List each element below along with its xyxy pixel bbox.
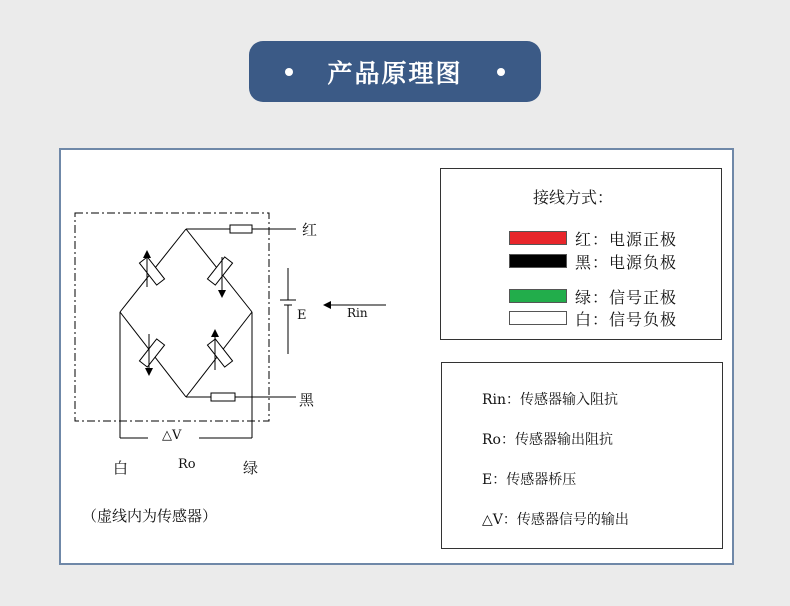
label-green: 绿 bbox=[243, 459, 259, 477]
battery-symbol bbox=[280, 268, 296, 354]
definition-item: Rin：传感器输入阻抗 bbox=[482, 392, 619, 408]
sensor-boundary bbox=[75, 213, 269, 421]
wheatstone-bridge bbox=[120, 229, 252, 397]
definition-item: E：传感器桥压 bbox=[482, 472, 577, 488]
legend-label: 白：信号负极 bbox=[575, 309, 678, 329]
wiring-legend bbox=[440, 168, 722, 340]
color-swatch-black bbox=[509, 254, 567, 268]
gauge-lower-left bbox=[139, 339, 164, 367]
label-red: 红 bbox=[302, 221, 318, 239]
label-e: E bbox=[297, 308, 307, 323]
legend-item bbox=[509, 307, 677, 329]
color-swatch-red bbox=[509, 231, 567, 245]
definition-item: Ro：传感器输出阻抗 bbox=[482, 432, 613, 448]
red-lead bbox=[186, 225, 296, 233]
definitions-box bbox=[441, 362, 723, 549]
legend-item bbox=[509, 285, 677, 307]
legend-label: 红：电源正极 bbox=[575, 229, 678, 249]
legend-item bbox=[509, 227, 677, 249]
legend-item bbox=[509, 250, 677, 272]
color-swatch-green bbox=[509, 289, 567, 303]
gauge-lower-right bbox=[207, 339, 232, 367]
page-title: 产品原理图 bbox=[327, 58, 463, 88]
definition-item: △V：传感器信号的输出 bbox=[482, 512, 629, 528]
black-lead bbox=[186, 393, 296, 401]
legend-title: 接线方式： bbox=[533, 188, 614, 207]
label-rin: Rin bbox=[347, 306, 368, 320]
legend-label: 黑：电源负极 bbox=[575, 252, 678, 272]
label-white: 白 bbox=[113, 459, 129, 477]
color-swatch-white bbox=[509, 311, 567, 325]
diagram-caption: （虚线内为传感器） bbox=[82, 507, 218, 525]
label-delta-v: △V bbox=[162, 428, 182, 443]
label-ro: Ro bbox=[178, 457, 196, 472]
strain-gauges bbox=[139, 257, 232, 367]
legend-label: 绿：信号正极 bbox=[575, 287, 678, 307]
label-black: 黑 bbox=[299, 391, 315, 409]
output-leads bbox=[120, 312, 252, 438]
